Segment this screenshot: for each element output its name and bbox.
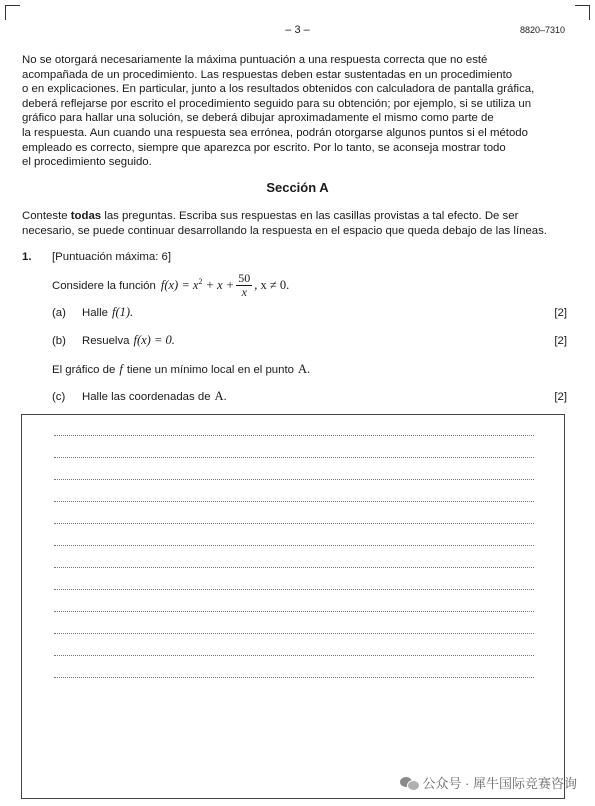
section-title: Sección A — [266, 180, 329, 195]
part-instruction: Halle — [82, 306, 108, 319]
question-part-a — [52, 305, 567, 320]
function-lhs: f(x) = x — [160, 278, 199, 293]
intro-line: acompañada de un procedimiento. Las respuestas deben estar sustentadas en un procedimiento — [22, 68, 513, 81]
question-max-marks: [Puntuación máxima: 6] — [52, 251, 172, 263]
statement-text: El gráfico de — [52, 363, 116, 376]
answer-line — [54, 545, 534, 546]
watermark-text: 公众号 · 犀牛国际竞赛咨询 — [422, 776, 577, 791]
watermark — [400, 773, 577, 792]
statement-function: f — [119, 362, 123, 376]
part-math: f(1). — [111, 305, 134, 319]
question-part-b — [52, 333, 567, 348]
intro-line: la respuesta. Aun cuando una respuesta sea errónea, podrán otorgarse algunos puntos si el método — [22, 126, 528, 139]
intro-line: No se otorgará necesariamente la máxima puntuación a una respuesta correcta que no esté — [22, 54, 488, 66]
intro-line: empleado es correcto, siempre que aparezca por escrito. Por lo tanto, se aconseja mostrar todo — [22, 141, 506, 154]
instructions-emphasis: todas — [70, 210, 102, 222]
intro-line: o en explicaciones. En particular, junto a los resultados obtenidos con calculadora de pantalla gráfica, — [22, 83, 535, 96]
function-definition — [161, 277, 234, 293]
instructions-text: las preguntas. Escriba sus respuestas en las casillas provistas a tal efecto. De ser — [101, 210, 519, 222]
answer-line — [54, 633, 534, 634]
answer-line — [54, 567, 534, 568]
intro-line: el procedimiento seguido. — [22, 156, 152, 169]
wechat-icon — [400, 776, 418, 790]
document-code: 8820–7310 — [519, 25, 565, 35]
answer-line — [54, 611, 534, 612]
part-text — [82, 305, 547, 320]
part-math: A. — [214, 389, 227, 403]
fraction-denominator: x — [241, 285, 247, 299]
fraction-numerator: 50 — [238, 271, 251, 285]
part-label: (c) — [52, 390, 66, 403]
crop-mark-top-right — [575, 5, 590, 20]
crop-mark-top-left — [5, 5, 20, 20]
answer-line — [54, 501, 534, 502]
statement-point: A. — [297, 362, 311, 376]
function-condition: , x ≠ 0. — [254, 278, 290, 292]
part-label: (a) — [52, 306, 66, 319]
part-text — [82, 333, 547, 348]
part-marks: [2] — [554, 390, 567, 403]
part-math: f(x) = 0. — [133, 333, 175, 347]
answer-line — [54, 479, 534, 480]
question-statement — [52, 362, 310, 377]
question-number: 1. — [22, 251, 32, 263]
instructions-line-2: necesario, se puede continuar desarrollando la respuesta en el espacio que queda debajo de las líneas. — [22, 224, 547, 237]
part-instruction: Halle las coordenadas de — [82, 390, 211, 403]
intro-paragraph — [22, 53, 567, 170]
instructions-line-1 — [22, 209, 567, 224]
instructions-text: Conteste — [22, 210, 71, 222]
part-instruction: Resuelva — [82, 334, 130, 347]
answer-line — [54, 523, 534, 524]
statement-text: tiene un mínimo local en el punto — [126, 363, 294, 376]
exponent: 2 — [198, 277, 203, 287]
answer-line — [54, 457, 534, 458]
page-number: – 3 – — [285, 24, 310, 36]
part-text — [82, 389, 547, 404]
part-label: (b) — [52, 334, 66, 347]
part-marks: [2] — [554, 334, 567, 347]
answer-box[interactable] — [21, 414, 565, 799]
answer-line — [54, 655, 534, 656]
question-stem — [52, 272, 289, 299]
function-terms: + x + — [202, 278, 235, 293]
intro-line: deberá reflejarse por escrito el procedimiento seguido para su obtención; por ejemplo, si se utiliza un — [22, 97, 532, 110]
answer-line — [54, 589, 534, 590]
stem-text: Considere la función — [52, 279, 156, 292]
fraction — [236, 272, 252, 299]
intro-line: gráfico para hallar una solución, se deberá dibujar aproximadamente el mismo como parte de — [22, 112, 494, 125]
question-part-c — [52, 389, 567, 404]
answer-line — [54, 677, 534, 678]
instructions-paragraph — [22, 209, 567, 238]
answer-line — [54, 435, 534, 436]
part-marks: [2] — [554, 306, 567, 319]
